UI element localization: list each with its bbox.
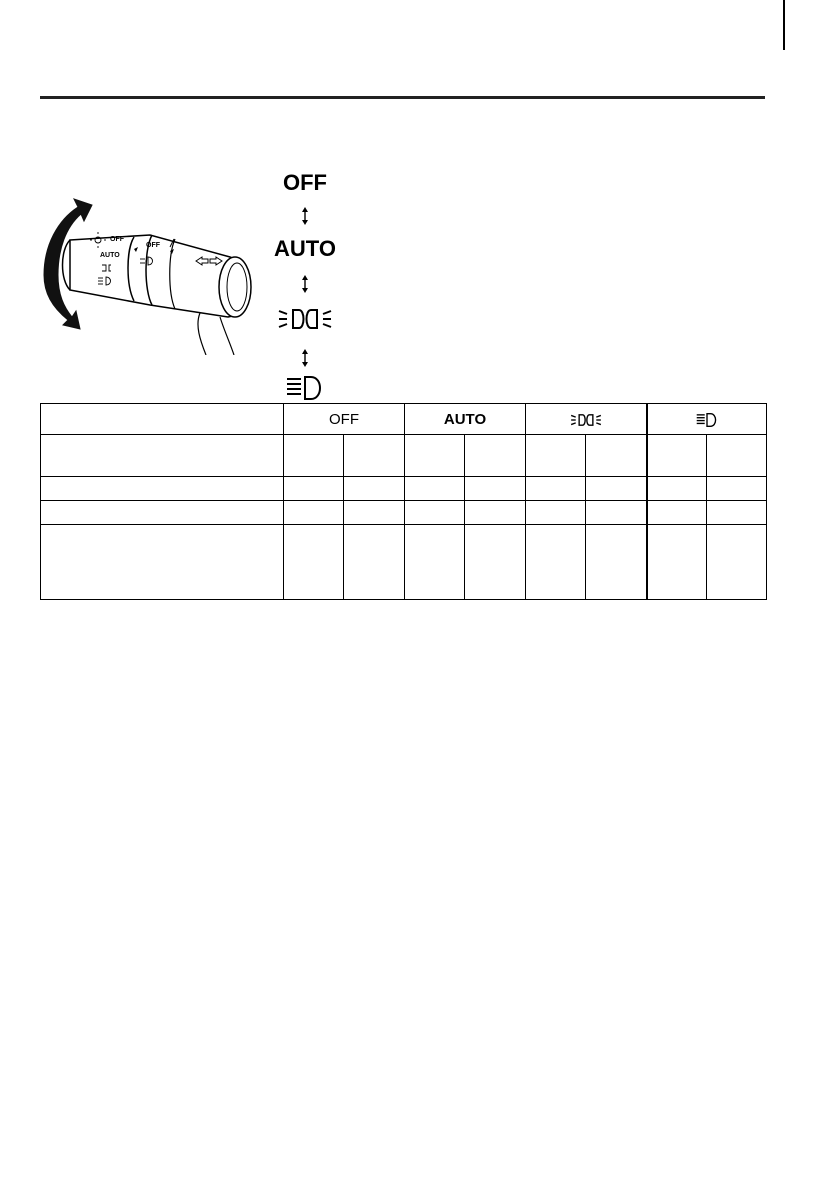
section-rule [40, 96, 765, 99]
header-parking-light [526, 404, 647, 435]
table-cell [405, 525, 465, 600]
table-cell [344, 525, 405, 600]
header-auto: AUTO [405, 404, 526, 435]
table-cell [405, 477, 465, 501]
table-cell [284, 525, 344, 600]
lever-ring-auto-label: AUTO [100, 252, 120, 259]
table-cell [526, 501, 586, 525]
headlight-icon [690, 412, 724, 428]
up-down-arrow-icon [299, 348, 311, 368]
table-cell [405, 501, 465, 525]
table-cell [284, 501, 344, 525]
page-corner-line [783, 0, 785, 50]
table-row [41, 435, 767, 477]
table-cell [284, 435, 344, 477]
light-switch-lever-illustration [30, 195, 260, 355]
table-cell [586, 525, 647, 600]
table-cell [344, 435, 405, 477]
table-header-row [41, 404, 767, 435]
table-cell [707, 501, 767, 525]
table-cell [344, 477, 405, 501]
table-cell [707, 435, 767, 477]
table-cell [647, 477, 707, 501]
parking-light-icon [277, 305, 333, 333]
position-auto-label: AUTO [274, 236, 336, 261]
table-cell [405, 435, 465, 477]
table-cell [526, 525, 586, 600]
table-row [41, 477, 767, 501]
table-row [41, 501, 767, 525]
headlight-icon [277, 374, 333, 402]
table-cell [344, 501, 405, 525]
table-cell [707, 525, 767, 600]
position-off-label: OFF [283, 170, 327, 195]
table-cell [586, 435, 647, 477]
table-cell [41, 404, 284, 435]
table-cell [465, 435, 526, 477]
light-mode-table [40, 403, 767, 600]
table-cell [647, 525, 707, 600]
parking-light-icon [569, 412, 603, 428]
up-down-arrow-icon [299, 206, 311, 226]
table-cell [284, 477, 344, 501]
table-cell [647, 435, 707, 477]
table-row [41, 525, 767, 600]
table-cell [41, 477, 284, 501]
header-off: OFF [284, 404, 405, 435]
table-cell [526, 477, 586, 501]
table-cell [526, 435, 586, 477]
lever-foglight-off-label: OFF [146, 242, 160, 249]
table-cell [465, 501, 526, 525]
table-cell [707, 477, 767, 501]
up-down-arrow-icon [299, 274, 311, 294]
table-cell [465, 477, 526, 501]
table-cell [586, 501, 647, 525]
lever-ring-off-label: OFF [110, 236, 124, 243]
header-headlight [647, 404, 767, 435]
table-cell [647, 501, 707, 525]
table-cell [586, 477, 647, 501]
table-cell [41, 525, 284, 600]
table-cell [465, 525, 526, 600]
table-cell [41, 435, 284, 477]
table-cell [41, 501, 284, 525]
